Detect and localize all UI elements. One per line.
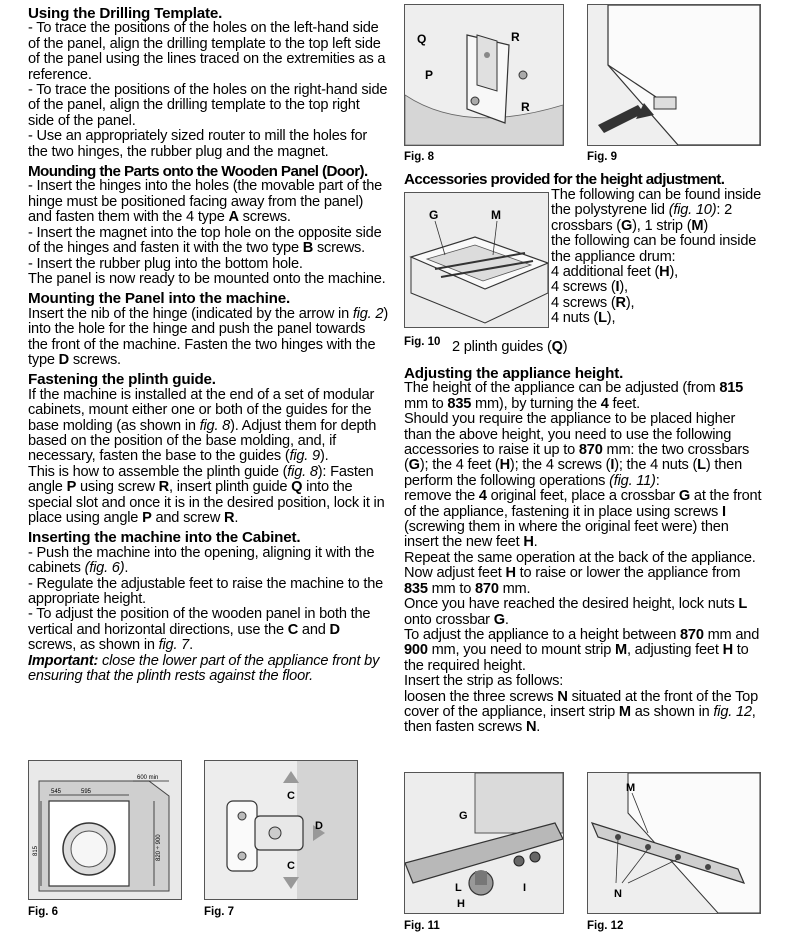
crossbar-feet-icon bbox=[405, 773, 563, 913]
section-title-mounting-parts: Mounding the Parts onto the Wooden Panel (Door). bbox=[28, 163, 368, 181]
paragraph: The height of the appliance can be adjusted (from 815 mm to 835 mm), by turning the 4 feet. bbox=[404, 380, 744, 412]
paragraph: - To adjust the position of the wooden panel in both the vertical and horizontal directions, use the C and D screws, as shown in fig. 7. bbox=[28, 606, 371, 654]
figure-6-caption: Fig. 6 bbox=[28, 906, 59, 918]
paragraph: - Insert the magnet into the top hole on the opposite side of the hinges and fasten it with the two type B screws. bbox=[28, 224, 382, 257]
fig12-label-m: M bbox=[626, 782, 636, 794]
paragraph: If the machine is installed at the end of a set of modular cabinets, mount either one or both of the guides for the base molding (as shown in fig. 8). Adjust them for depth based on the position of the base molding, and, if necessary, fasten the base to the guides (fig. 9). bbox=[28, 386, 377, 465]
paragraph: - Push the machine into the opening, aligning it with the cabinets (fig. 6). bbox=[28, 544, 375, 577]
paragraph: Once you have reached the desired height, lock nuts L onto crossbar G. bbox=[404, 596, 748, 628]
fig10-label-m: M bbox=[491, 208, 501, 222]
figure-7-caption: Fig. 7 bbox=[204, 906, 235, 918]
paragraph: Insert the nib of the hinge (indicated by the arrow in fig. 2) into the hole for the hinge and push the panel towards the front of the machine. Fasten the two hinges with the type D screws. bbox=[28, 305, 388, 368]
figure-9-image bbox=[587, 4, 761, 146]
strip-mounting-icon bbox=[588, 773, 760, 913]
dim-label: 820 ÷ 900 bbox=[156, 834, 162, 861]
dim-label: 595 bbox=[81, 789, 92, 795]
figure-8-caption: Fig. 8 bbox=[404, 151, 435, 163]
accessories-last-item bbox=[452, 340, 752, 355]
fig8-label-r: R bbox=[511, 30, 520, 44]
fig12-label-n: N bbox=[614, 888, 622, 900]
fig7-label-c: C bbox=[287, 860, 295, 872]
figure-12-image bbox=[587, 772, 761, 914]
left-column bbox=[28, 6, 388, 684]
fig10-label-g: G bbox=[429, 208, 439, 222]
figure-11-caption: Fig. 11 bbox=[404, 920, 440, 932]
figure-10-image bbox=[404, 192, 549, 328]
accessories-title-block bbox=[404, 172, 766, 187]
plinth-guide-assembly-icon bbox=[405, 5, 563, 145]
paragraph: - Use an appropriately sized router to mill the holes for the two hinges, the rubber plug and the magnet. bbox=[28, 128, 368, 160]
figure-8-image bbox=[404, 4, 564, 146]
hinge-adjustment-icon bbox=[205, 761, 357, 899]
figure-12-caption: Fig. 12 bbox=[587, 920, 624, 932]
paragraph: Repeat the same operation at the back of the appliance. bbox=[404, 549, 756, 566]
figure-6-image bbox=[28, 760, 182, 900]
paragraph: The following can be found inside the polystyrene lid (fig. 10): 2 crossbars (G), 1 strip (M) bbox=[551, 187, 762, 234]
paragraph: Now adjust feet H to raise or lower the appliance from 835 mm to 870 mm. bbox=[404, 565, 741, 597]
list-item: 4 screws (I), bbox=[551, 279, 628, 296]
plinth-base-icon bbox=[588, 5, 760, 145]
fig11-label-i: I bbox=[523, 882, 527, 894]
paragraph: the following can be found inside the appliance drum: bbox=[551, 233, 757, 265]
paragraph: - Regulate the adjustable feet to raise the machine to the appropriate height. bbox=[28, 575, 384, 608]
dim-label: 600 min bbox=[137, 775, 159, 781]
paragraph: - To trace the positions of the holes on the right-hand side of the panel, align the drilling template to the top right side of the panel. bbox=[28, 82, 388, 129]
accessories-lid-icon bbox=[405, 193, 548, 327]
paragraph: The panel is now ready to be mounted onto the machine. bbox=[28, 270, 386, 287]
paragraph: - To trace the positions of the holes on the left-hand side of the panel, align the drilling template to the top left side of the panel using the lines traced on the extremities as a reference. bbox=[28, 20, 386, 83]
figure-11-image bbox=[404, 772, 564, 914]
list-item: 4 additional feet (H), bbox=[551, 264, 679, 281]
figure-10-caption: Fig. 10 bbox=[404, 336, 441, 348]
paragraph: Insert the strip as follows: bbox=[404, 673, 564, 690]
figure-9-caption: Fig. 9 bbox=[587, 151, 618, 163]
important-note: Important: close the lower part of the appliance front by ensuring that the plinth rests against the floor. bbox=[28, 652, 380, 685]
section-title-plinth-guide: Fastening the plinth guide. bbox=[28, 371, 216, 389]
paragraph: To adjust the appliance to a height between 870 mm and 900 mm, you need to mount strip M, adjusting feet H to the required height. bbox=[404, 626, 760, 674]
list-item: 2 plinth guides (Q) bbox=[452, 339, 568, 355]
dim-label: 815 bbox=[33, 845, 39, 856]
paragraph: remove the 4 original feet, place a crossbar G at the front of the appliance, fastening it in place using screws I (screwing them in where the original feet were) then insert the new feet H. bbox=[404, 488, 762, 551]
section-title-inserting-machine: Inserting the machine into the Cabinet. bbox=[28, 529, 301, 547]
paragraph: loosen the three screws N situated at the front of the Top cover of the appliance, insert strip M as shown in fig. 12, then fasten screws N. bbox=[404, 688, 759, 736]
list-item: 4 screws (R), bbox=[551, 294, 635, 311]
fig7-label-c: C bbox=[287, 790, 295, 802]
fig7-label-d: D bbox=[315, 820, 323, 832]
section-title-adjusting-height: Adjusting the appliance height. bbox=[404, 365, 624, 382]
paragraph: Should you require the appliance to be placed higher than the above height, you need to use the following accessories to raise it up to 870 mm: the two crossbars (G); the 4 feet (H); the 4 screws (I); the 4 nuts (L) then perform the following operations (fig. 11): bbox=[404, 411, 750, 489]
fig11-label-g: G bbox=[459, 810, 468, 822]
section-title-accessories: Accessories provided for the height adjustment. bbox=[404, 171, 725, 188]
fig11-label-h: H bbox=[457, 898, 465, 910]
dim-label: 545 bbox=[51, 789, 62, 795]
section-title-mounting-panel: Mounting the Panel into the machine. bbox=[28, 290, 290, 308]
fig11-label-l: L bbox=[455, 882, 462, 894]
fig8-label-q: Q bbox=[417, 32, 427, 46]
fig8-label-r: R bbox=[521, 100, 530, 114]
fig8-label-p: P bbox=[425, 68, 434, 82]
paragraph: - Insert the rubber plug into the bottom hole. bbox=[28, 255, 303, 272]
machine-niche-dimension-icon bbox=[29, 761, 181, 899]
paragraph: This is how to assemble the plinth guide (fig. 8): Fasten angle P using screw R, insert plinth guide Q into the special slot and once it is in the desired position, lock it in place using angle P and screw R. bbox=[28, 463, 385, 526]
figure-7-image bbox=[204, 760, 358, 900]
section-title-drilling-template: Using the Drilling Template. bbox=[28, 5, 223, 22]
accessories-text bbox=[551, 188, 765, 327]
adjusting-height-section bbox=[404, 366, 766, 736]
paragraph: - Insert the hinges into the holes (the movable part of the hinge must be positioned facing away from the panel) and fasten them with the 4 type A screws. bbox=[28, 178, 383, 226]
list-item: 4 nuts (L), bbox=[551, 310, 616, 327]
